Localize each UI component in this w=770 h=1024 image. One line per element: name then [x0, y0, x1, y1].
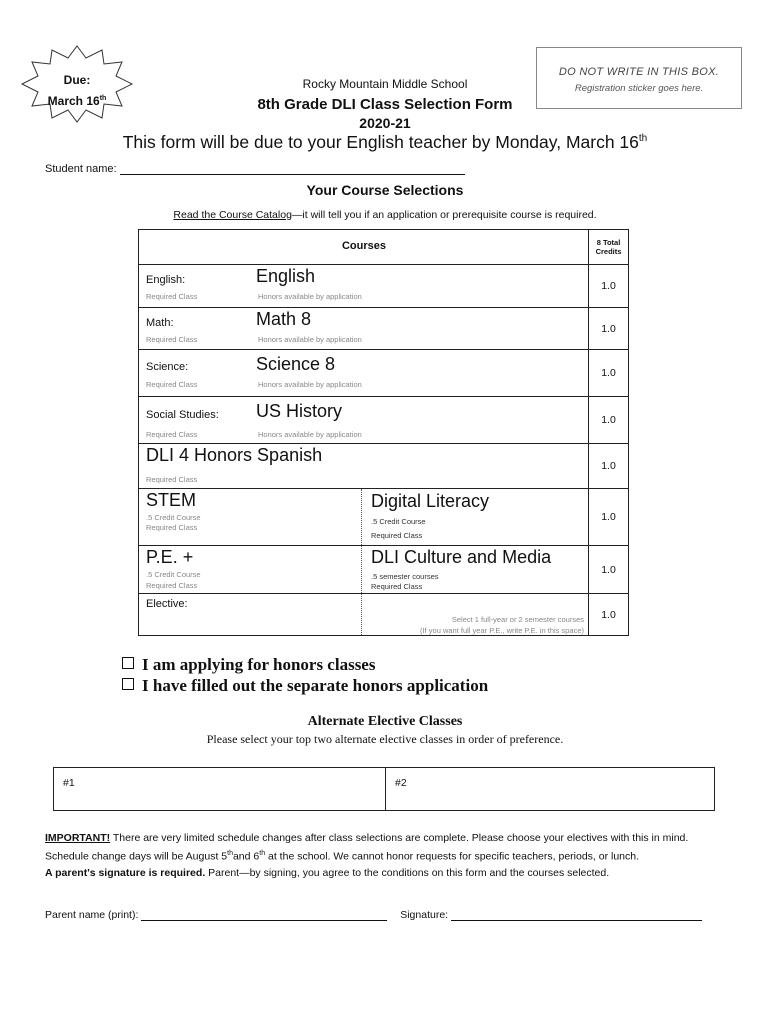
honors-note: Honors available by application [258, 292, 362, 301]
course-note: Required Class [146, 523, 198, 532]
checkbox-label: I have filled out the separate honors application [142, 676, 489, 695]
course-note: Required Class [146, 581, 198, 590]
credit-value: 1.0 [588, 350, 628, 396]
course-label: Science: [146, 361, 189, 373]
course-note: .5 semester courses [371, 572, 439, 581]
courses-header: Courses [341, 240, 387, 252]
course-row-elective [139, 594, 628, 635]
course-label: Math: [146, 317, 174, 329]
credit-value: 1.0 [588, 489, 628, 545]
alternate-first-label: #1 [63, 777, 75, 789]
registration-note: DO NOT WRITE IN THIS BOX. [558, 66, 720, 78]
credit-value: 1.0 [588, 546, 628, 593]
alternate-second-field[interactable] [386, 768, 714, 810]
school-year: 2020-21 [359, 115, 411, 131]
course-note: Required Class [146, 292, 198, 301]
honors-checkbox-row[interactable] [122, 655, 375, 675]
important-label: IMPORTANT! [45, 832, 111, 844]
signature-required: A parent's signature is required. [45, 867, 206, 879]
table-header-row [139, 230, 628, 265]
honors-note: Honors available by application [258, 430, 362, 439]
column-divider [361, 546, 362, 593]
due-line: This form will be due to your English teacher by Monday, March 16th [122, 132, 648, 152]
course-note: .5 Credit Course [146, 570, 201, 579]
application-checkbox-row[interactable] [122, 676, 488, 696]
course-row-english [139, 265, 628, 308]
student-name-row [45, 162, 465, 175]
course-name: STEM [146, 490, 197, 510]
course-name: US History [256, 401, 343, 421]
course-note: Required Class [146, 475, 198, 484]
course-name: P.E. + [146, 547, 194, 567]
parent-signature-note: A parent's signature is required. Parent—by signing, you agree to the conditions on this form and the courses selected. [45, 867, 610, 879]
alternate-table [53, 767, 715, 811]
course-label: Social Studies: [146, 409, 219, 421]
course-row-math [139, 308, 628, 350]
alternate-subtitle: Please select your top two alternate elective classes in order of preference. [206, 732, 564, 746]
checkbox[interactable] [122, 678, 134, 690]
honors-note: Honors available by application [258, 380, 362, 389]
course-row-pe [139, 546, 628, 594]
signature-field[interactable] [451, 908, 702, 921]
course-name: English [256, 266, 316, 286]
course-note: Required Class [146, 335, 198, 344]
credit-value: 1.0 [588, 397, 628, 443]
alternate-first-field[interactable] [54, 768, 386, 810]
elective-note: (If you want full year P.E., write P.E. in this space) [420, 626, 584, 635]
course-note: Required Class [371, 582, 423, 591]
honors-note: Honors available by application [258, 335, 362, 344]
course-note: Required Class [146, 430, 198, 439]
student-name-field[interactable] [120, 162, 465, 175]
credits-header: 8 Total Credits [588, 230, 628, 264]
credit-value: 1.0 [588, 265, 628, 307]
course-row-spanish [139, 444, 628, 489]
catalog-note: Read the Course Catalog—it will tell you if an application or prerequisite course is required. [173, 209, 597, 221]
credit-value: 1.0 [588, 308, 628, 349]
checkbox[interactable] [122, 657, 134, 669]
due-label: Due: [63, 73, 91, 87]
important-note: IMPORTANT! There are very limited schedule changes after class selections are complete. Please choose your electives with this in mind. Schedule change days will be August 5thand 6th at the school. We cannot honor requests for specific teachers, periods, or lunch. [45, 832, 689, 863]
parent-name-field[interactable] [141, 908, 387, 921]
school-name: Rocky Mountain Middle School [302, 77, 468, 91]
parent-name-label: Parent name (print): [45, 909, 139, 921]
course-name: DLI 4 Honors Spanish [146, 445, 323, 465]
registration-sticker-note: Registration sticker goes here. [574, 83, 704, 94]
course-section-title: Your Course Selections [306, 182, 464, 198]
course-row-science [139, 350, 628, 397]
course-note: .5 Credit Course [371, 517, 426, 526]
course-row-stem [139, 489, 628, 546]
catalog-link[interactable]: Read the Course Catalog [173, 209, 292, 221]
course-row-social-studies [139, 397, 628, 444]
course-note: Required Class [371, 531, 423, 540]
course-label: Elective: [146, 598, 188, 610]
alternate-second-label: #2 [395, 777, 407, 789]
column-divider [361, 594, 362, 635]
course-note: .5 Credit Course [146, 513, 201, 522]
course-label: English: [146, 274, 186, 286]
course-table [138, 229, 629, 636]
credit-value: 1.0 [588, 594, 628, 635]
due-date: March 16th [47, 94, 107, 108]
column-divider [361, 489, 362, 545]
checkbox-label: I am applying for honors classes [142, 655, 376, 674]
page-title: 8th Grade DLI Class Selection Form [257, 96, 513, 113]
course-name: Digital Literacy [371, 491, 490, 511]
parent-signature-row [45, 908, 702, 921]
course-name: Science 8 [256, 354, 336, 374]
course-name: DLI Culture and Media [371, 547, 552, 567]
course-note: Required Class [146, 380, 198, 389]
elective-note: Select 1 full-year or 2 semester courses [451, 615, 584, 624]
student-name-label: Student name: [45, 163, 117, 175]
alternate-title: Alternate Elective Classes [307, 714, 463, 729]
course-name: Math 8 [256, 309, 312, 329]
credit-value: 1.0 [588, 444, 628, 488]
signature-label: Signature: [400, 909, 449, 921]
